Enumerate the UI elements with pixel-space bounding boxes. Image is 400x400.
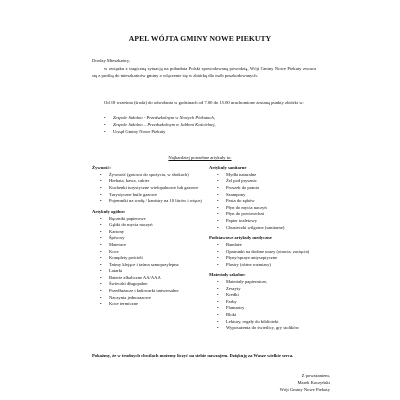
- list-item: [92, 275, 202, 282]
- list-item-text: Farby: [226, 298, 237, 304]
- collection-point: • Zespole Szkolno – Przedszkolnym w Jabłoni Kościelnej,: [104, 122, 216, 128]
- list-item-text: Komplety pościeli: [109, 255, 143, 261]
- bullet-icon: •: [217, 191, 219, 197]
- list-item: [92, 288, 202, 295]
- list-item-text: Kredki: [226, 292, 239, 298]
- bullet-icon: •: [100, 274, 102, 280]
- bullet-icon: •: [217, 318, 219, 324]
- list-item: [209, 262, 324, 269]
- list-item: [209, 205, 324, 212]
- list-item-text: Płyn do mycia naczyń: [226, 204, 267, 210]
- list-item-text: Koce termiczne: [109, 301, 138, 307]
- list-item: [209, 312, 324, 319]
- list-item-text: Bandaże: [226, 241, 242, 247]
- list-item: [92, 222, 202, 229]
- bullet-icon: •: [217, 178, 219, 184]
- list-item: [92, 268, 202, 275]
- list-item: [209, 178, 324, 185]
- list-item: [209, 286, 324, 293]
- intro-paragraph: w związku z tragiczną sytuacją na pobudnia Polski spowodowaną powodzią, Wójt Gminy Nowe Piekuty zwraca się z prośbą do mieszkańców gminy o włączenie się w zbiórkę dla osób poszkodowanych.: [92, 66, 316, 79]
- bullet-icon: •: [100, 248, 102, 254]
- bullet-icon: •: [100, 268, 102, 274]
- list-item: [92, 301, 202, 308]
- section-heading: Podstawowe artykuły medyczne: [209, 235, 272, 241]
- section-heading: Materiały szkolne:: [209, 272, 246, 278]
- bullet-icon: •: [217, 312, 219, 318]
- list-item-text: Bloki: [226, 312, 237, 318]
- list-item: [92, 192, 202, 199]
- collection-point: • Urząd Gminy Nowe Piekuty: [104, 129, 166, 135]
- list-item-text: Ręczniki papierowe: [109, 215, 146, 221]
- list-item-text: Mydła naturalne: [226, 171, 257, 177]
- list-item-text: Baterie alkaliczne AA/AAA: [109, 274, 161, 280]
- list-item: [209, 225, 324, 232]
- list-item-text: Żywność (gotowa do spożycia, w słoikach): [109, 171, 189, 177]
- list-item: [92, 198, 202, 205]
- list-item-text: Chusteczki wilgotne (sanitarne): [226, 224, 285, 230]
- list-item-text: Opatrunki na drobne urazy (otarcia, zacięcia): [226, 248, 310, 254]
- bullet-icon: •: [100, 241, 102, 247]
- list-item-text: Materace: [109, 241, 127, 247]
- list-item-text: Flamastry: [226, 305, 245, 311]
- list-item-text: Lektury, regały do biblioteki: [226, 318, 279, 324]
- bullet-icon: •: [100, 301, 102, 307]
- bullet-icon: •: [217, 298, 219, 304]
- list-item-text: Przedłużacze i ładowarki uniwersalne: [109, 288, 179, 294]
- list-item: [92, 249, 202, 256]
- left-column: [92, 165, 202, 308]
- bullet-icon: •: [100, 171, 102, 177]
- list-item-text: Szampony: [226, 191, 246, 197]
- bullet-icon: •: [217, 171, 219, 177]
- list-item: [209, 279, 324, 286]
- bullet-icon: •: [100, 191, 102, 197]
- bullet-icon: •: [217, 325, 219, 331]
- list-item-text: Kartony: [109, 228, 125, 234]
- bullet-icon: •: [100, 235, 102, 241]
- collection-point: • Zespole Szkolno - Przedszkolnym w Nowych Piekutach,: [104, 115, 215, 120]
- list-item-text: Zeszyty: [226, 285, 241, 291]
- bullet-icon: •: [217, 204, 219, 210]
- list-item: [209, 299, 324, 306]
- list-item: [92, 295, 202, 302]
- list-item-text: Kuchenki turystyczne wielopalnowe lub gazowe: [109, 184, 199, 190]
- list-item-text: Żel pod prysznic: [226, 178, 257, 184]
- list-item-text: Płyn do powierzchni: [226, 211, 265, 217]
- list-item-text: Latarki: [109, 268, 123, 274]
- bullet-icon: •: [104, 122, 106, 128]
- list-item: [209, 292, 324, 299]
- list-item-text: Papier toaletowy: [226, 217, 257, 223]
- list-item: [209, 211, 324, 218]
- list-item: [209, 198, 324, 205]
- signature-block: [230, 372, 330, 393]
- list-item-text: Turystyczne butle gazowe: [109, 191, 158, 197]
- list-item-text: Pojemniki na wodę / kanistry na 10 litrów i więcej: [109, 198, 202, 204]
- bullet-icon: •: [100, 255, 102, 261]
- list-item: [209, 242, 324, 249]
- list-item-text: Koce: [109, 248, 119, 254]
- closing-text: Pokażmy, że w trudnych chwilach możemy liczyć na siebie nawzajem. Dziękuję za Wasze wielkie serca.: [92, 353, 294, 358]
- bullet-icon: •: [100, 222, 102, 228]
- bullet-icon: •: [217, 224, 219, 230]
- list-item: [209, 249, 324, 256]
- bullet-icon: •: [217, 305, 219, 311]
- list-item-text: Wyposażenia do świetlicy, gry stolików: [226, 325, 300, 331]
- list-item: [209, 218, 324, 225]
- list-item-text: Płyny/spraye antyseptyczne: [226, 255, 278, 261]
- list-item: [92, 255, 202, 262]
- list-item-text: Gąbki do mycia naczyń: [109, 222, 153, 228]
- section-heading: Artykuły ogólne:: [92, 208, 126, 214]
- bullet-icon: •: [100, 261, 102, 267]
- list-item: [92, 281, 202, 288]
- bullet-icon: •: [217, 184, 219, 190]
- section-heading: Żywność:: [92, 165, 111, 170]
- bullet-icon: •: [100, 184, 102, 190]
- bullet-icon: •: [217, 248, 219, 254]
- dates-paragraph: Od 18 września (środa) do odwołania w godzinach od 7.00 do 15.00 uruchomione zostaną punkty zbiórki w:: [104, 100, 304, 105]
- list-item-text: Śpiwory: [109, 235, 125, 241]
- list-item: [92, 185, 202, 192]
- list-item-text: Materiały papiernicze,: [226, 279, 268, 285]
- bullet-icon: •: [100, 294, 102, 300]
- list-item: [92, 235, 202, 242]
- list-item: [92, 178, 202, 185]
- list-item: [92, 172, 202, 179]
- bullet-icon: •: [217, 198, 219, 204]
- list-item: [209, 185, 324, 192]
- bullet-icon: •: [217, 292, 219, 298]
- bullet-icon: •: [217, 261, 219, 267]
- bullet-icon: •: [217, 255, 219, 261]
- list-item: [92, 262, 202, 269]
- greeting: Drodzy Mieszkańcy,: [92, 58, 130, 63]
- bullet-icon: •: [217, 279, 219, 285]
- list-item: [209, 305, 324, 312]
- section-heading: Artykuły sanitarne: [209, 165, 247, 170]
- bullet-icon: •: [217, 241, 219, 247]
- list-item: [92, 216, 202, 223]
- list-item-text: Pasta do zębów: [226, 198, 255, 204]
- bullet-icon: •: [104, 129, 106, 135]
- signature-title: Wójt Gminy Nowe Piekuty: [279, 387, 330, 393]
- bullet-icon: •: [100, 288, 102, 294]
- collection-points-list: [104, 114, 304, 135]
- bullet-icon: •: [100, 228, 102, 234]
- right-column: [209, 165, 324, 332]
- bullet-icon: •: [104, 115, 106, 120]
- bullet-icon: •: [217, 217, 219, 223]
- list-item-text: Proszek do prania: [226, 184, 259, 190]
- list-item: [92, 229, 202, 236]
- list-item: [209, 325, 324, 332]
- list-item-text: Naczynia jednorazowe: [109, 294, 151, 300]
- list-item-text: Plastry (różne rozmiary): [226, 261, 271, 267]
- bullet-icon: •: [100, 178, 102, 184]
- page-title: APEL WÓJTA GMINY NOWE PIEKUTY: [128, 34, 272, 43]
- list-item: [92, 242, 202, 249]
- signature-name: Marek Kaczyński: [297, 380, 330, 386]
- bullet-icon: •: [217, 285, 219, 291]
- bullet-icon: •: [217, 211, 219, 217]
- list-item-text: Taśmy klejące i taśma samoprzylepna: [109, 261, 179, 267]
- bullet-icon: •: [100, 198, 102, 204]
- bullet-icon: •: [100, 281, 102, 287]
- list-item: [209, 192, 324, 199]
- signature-salutation: Z poważaniem,: [301, 373, 330, 378]
- bullet-icon: •: [100, 215, 102, 221]
- list-item-text: Herbata, kawa, cukier: [109, 178, 150, 184]
- list-item: [209, 172, 324, 179]
- list-item: [209, 255, 324, 262]
- list-item-text: Świeczki długopalne: [109, 281, 148, 287]
- needed-items-heading: Najbardziej potrzebne artykuły to:: [168, 155, 232, 160]
- list-item: [209, 319, 324, 326]
